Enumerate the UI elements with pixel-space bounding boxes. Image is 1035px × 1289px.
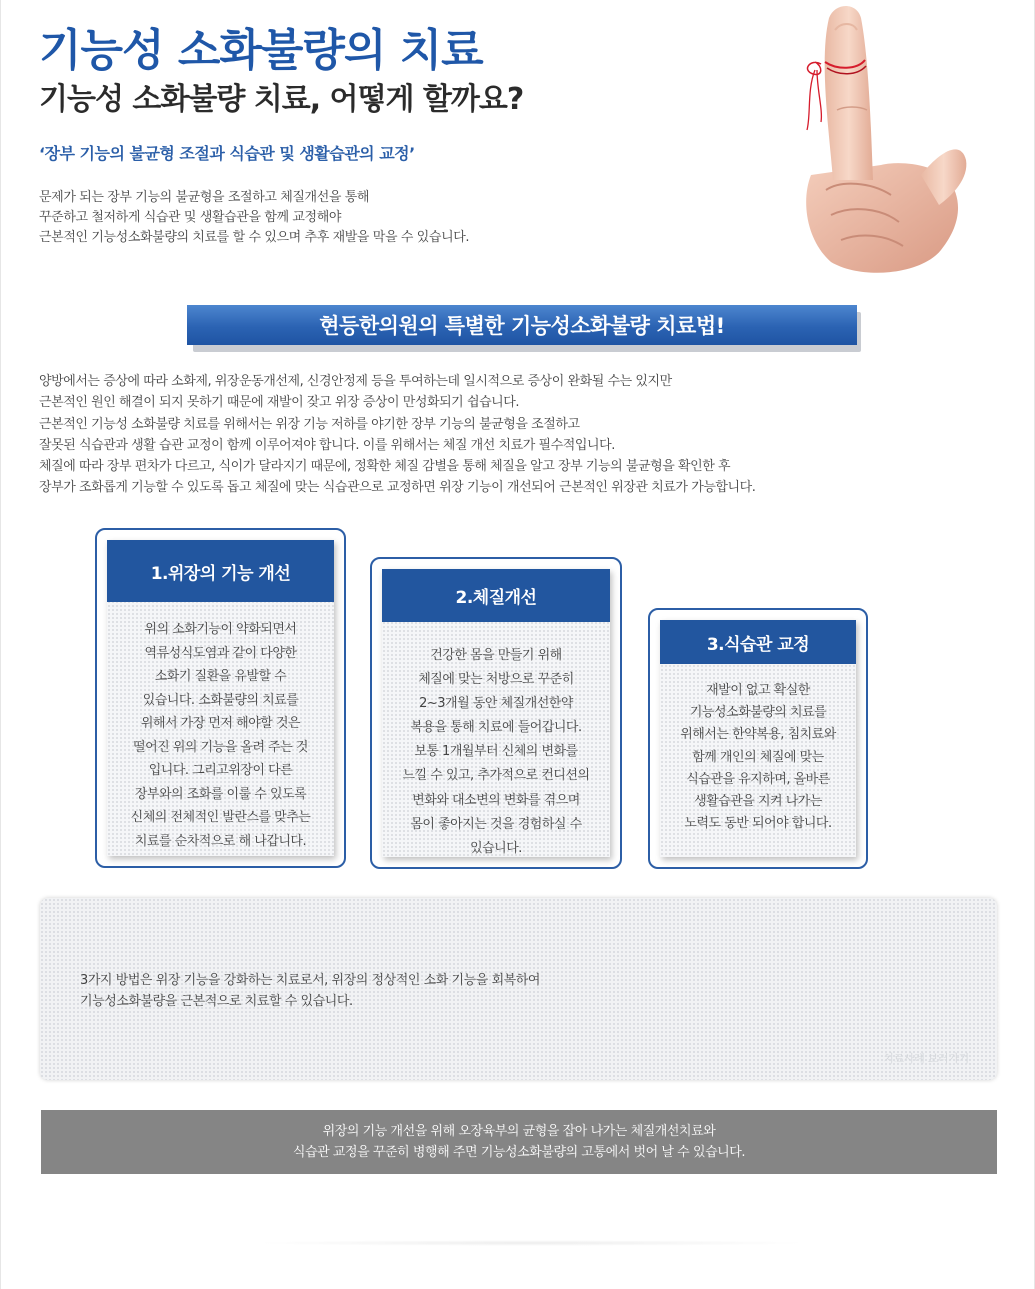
card-line: 건강한 몸을 만들기 위해 [430,648,562,663]
intro-paragraph [39,188,599,248]
page-subtitle: 기능성 소화불량 치료, 어떻게 할까요? [39,82,524,117]
section-banner: 현등한의원의 특별한 기능성소화불량 치료법! [187,305,857,345]
conclusion-line: 식습관 교정을 꾸준히 병행해 주면 기능성소화불량의 고통에서 벗어 날 수 있습니다. [292,1145,746,1160]
summary-line: 기능성소화불량을 근본적으로 치료할 수 있습니다. [80,994,353,1010]
card-line: 몸이 좋아지는 것을 경험하실 수 [410,816,582,832]
card-content [107,540,334,856]
card-line: 장부와의 조화를 이룰 수 있도록 [134,786,307,802]
intro-line: 문제가 되는 장부 기능의 불균형을 조절하고 체질개선을 통해 [39,190,370,205]
card-line: 변화와 대소변의 변화를 겪으며 [412,792,580,808]
summary-box [40,898,997,1080]
card-line: 생활습관을 지켜 나가는 [694,794,822,810]
treatment-card-3 [648,608,868,869]
quote-heading: ‘장부 기능의 불균형 조절과 식습관 및 생활습관의 교정’ [39,144,415,163]
card-line: 위해서 가장 먼저 해야할 것은 [140,716,301,731]
card-line: 있습니다. 소화불량의 치료를 [142,692,299,708]
card-content [660,620,856,857]
card-line: 복용을 통해 치료에 들어갑니다. [410,720,582,736]
card-line: 소화기 질환을 유발할 수 [154,669,287,684]
conclusion-bar [41,1110,997,1174]
card-line: 떨어진 위의 기능을 올려 주는 것 [133,739,308,755]
card-body [382,622,610,861]
page-title: 기능성 소화불량의 치료 [39,25,483,76]
treatment-card-1 [95,528,346,868]
case-examples-link[interactable]: 치료사례 보러가기 [883,1052,969,1065]
body-line: 잘못된 식습관과 생활 습관 교정이 함께 이루어져야 합니다. 이를 위해서는 체질 개선 치료가 필수적입니다. [39,437,615,453]
body-line: 근본적인 기능성 소화불량 치료를 위해서는 위장 기능 저하를 야기한 장부 기능의 불균형을 조절하고 [39,416,580,432]
summary-text [80,970,540,1013]
intro-line: 꾸준하고 철저하게 식습관 및 생활습관을 함께 교정해야 [39,210,342,225]
card-line: 신체의 전체적인 발란스를 맞추는 [130,810,311,825]
card-body [107,602,334,853]
treatment-card-2 [370,557,622,869]
body-paragraph [39,371,999,499]
finger-with-red-string-icon [771,0,971,275]
intro-line: 근본적인 기능성소화불량의 치료를 할 수 있으며 추후 재발을 막을 수 있습니다. [39,230,470,245]
card-title: 1.위장의 기능 개선 [107,540,334,602]
card-body [660,664,856,835]
body-line: 양방에서는 증상에 따라 소화제, 위장운동개선제, 신경안정제 등을 투여하는데 일시적으로 증상이 완화될 수는 있지만 [39,374,672,389]
card-line: 입니다. 그리고위장이 다른 [148,763,293,778]
footer-divider [251,1240,811,1246]
body-line: 체질에 따라 장부 편차가 다르고, 식이가 달라지기 때문에, 정확한 체질 감별을 통해 체질을 알고 장부 기능의 불균형을 확인한 후 [39,459,731,475]
card-line: 기능성소화불량의 치료를 [689,705,827,721]
card-line: 노력도 동반 되어야 합니다. [684,816,832,832]
card-line: 위의 소화기능이 약화되면서 [144,622,297,637]
card-title: 2.체질개선 [382,569,610,622]
card-line: 위해서는 한약복용, 침치료와 [680,727,836,743]
summary-line: 3가지 방법은 위장 기능을 강화하는 치료로서, 위장의 정상적인 소화 기능을 회복하여 [80,973,540,988]
card-line: 치료를 순차적으로 해 나갑니다. [134,833,307,849]
body-line: 근본적인 원인 해결이 되지 못하기 때문에 재발이 잦고 위장 증상이 만성화되기 쉽습니다. [39,395,520,411]
card-line: 체질에 맞는 처방으로 꾸준히 [418,672,574,688]
card-line: 식습관을 유지하며, 올바른 [686,771,830,787]
card-line: 함께 개인의 체질에 맞는 [692,749,824,765]
card-title: 3.식습관 교정 [660,620,856,664]
card-line: 보통 1개월부터 신체의 변화를 [414,744,578,760]
body-line: 장부가 조화롭게 기능할 수 있도록 돕고 체질에 맞는 식습관으로 교정하면 위장 기능이 개선되어 근본적인 위장관 치료가 가능합니다. [39,480,756,496]
card-line: 2~3개월 동안 체질개선한약 [419,696,573,712]
card-content [382,569,610,857]
card-line: 역류성식도염과 같이 다양한 [144,645,297,661]
conclusion-line: 위장의 기능 개선을 위해 오장육부의 균형을 잡아 나가는 체질개선치료와 [322,1124,716,1139]
card-line: 있습니다. [470,840,522,856]
card-line: 재발이 없고 확실한 [706,683,810,698]
card-line: 느낄 수 있고, 추가적으로 컨디션의 [402,768,590,784]
